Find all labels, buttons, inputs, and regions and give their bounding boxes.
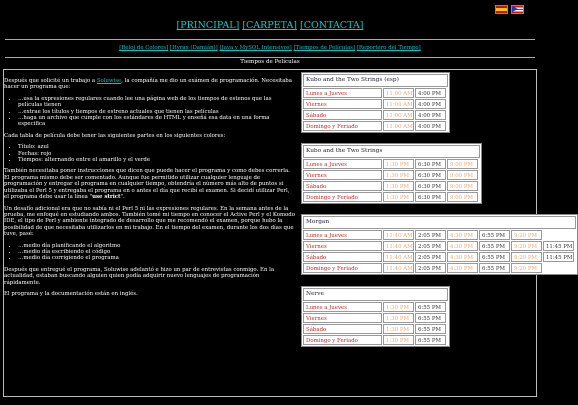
day-cell: Viernes xyxy=(303,99,382,109)
time-cell: 2:05 PM xyxy=(415,252,446,262)
time-cell: 4:30 PM xyxy=(447,230,478,240)
schedule-row xyxy=(303,110,448,120)
colors-list xyxy=(18,144,296,163)
time-cell: 1:30 PM xyxy=(383,181,414,191)
time-cell: 11:00 AM xyxy=(383,110,414,120)
nav-carpeta-link[interactable]: [CARPETA] xyxy=(242,20,298,31)
time-cell: 11:00 AM xyxy=(383,121,414,131)
movie-title: Nerve xyxy=(303,288,448,301)
movie-table xyxy=(301,143,482,204)
list-item: • …haga un archivo que cumple con los estándares de HTML y enseñá esa data en una forma especifica xyxy=(18,115,296,128)
paragraph: Después que entregué el programa, Soluwise adelantó e hizo un par de entrevistas conmigo. En la actualidad, estaban buscando alguien quien podía adquirir nuevo lenguajes de programación rápidamente. xyxy=(4,266,275,286)
schedule-row xyxy=(303,192,480,202)
day-cell: Viernes xyxy=(303,170,382,180)
time-cell: 6:30 PM xyxy=(415,170,446,180)
list-item: • …medio día escribiendo el código xyxy=(18,249,296,255)
paragraph xyxy=(4,78,296,91)
schedule-row xyxy=(303,263,576,273)
schedule-row xyxy=(303,181,480,191)
schedule-row xyxy=(303,121,448,131)
flag-english-icon[interactable] xyxy=(511,5,524,14)
list-item: • …extrae los títulos y tiempos de estreno actuales que tienen las películas xyxy=(18,109,296,115)
list-item: • Tiempos: alternando entre el amarillo y el verde xyxy=(18,157,296,163)
nav-reportero-link[interactable]: [Reportero del Tiempo] xyxy=(356,45,421,51)
time-cell: 1:30 PM xyxy=(383,335,414,345)
movie-table xyxy=(301,286,450,347)
list-item: • Fechas: rojo xyxy=(18,151,296,157)
time-cell: 11:45 PM xyxy=(543,252,574,262)
day-cell: Domingo y Feriado xyxy=(303,263,382,273)
time-cell: 6:30 PM xyxy=(415,159,446,169)
time-cell: 6:55 PM xyxy=(479,230,510,240)
schedule-row xyxy=(303,99,448,109)
schedule-row xyxy=(303,324,448,334)
nav-java-mysql-link[interactable]: [Java y MySQL Intensivos] xyxy=(219,45,292,51)
time-cell: 4:00 PM xyxy=(415,88,446,98)
day-cell: Viernes xyxy=(303,241,382,251)
time-cell: 9:00 PM xyxy=(447,159,478,169)
schedule-row xyxy=(303,252,576,262)
nav-reloj-link[interactable]: [Reloj de Colores] xyxy=(119,45,169,51)
schedule-row xyxy=(303,241,576,251)
time-cell: 9:20 PM xyxy=(511,252,542,262)
paragraph xyxy=(4,168,296,200)
movie-table xyxy=(301,72,450,133)
time-cell: 11:40 AM xyxy=(383,241,414,251)
article xyxy=(4,78,296,302)
day-cell: Lunes a Jueves xyxy=(303,302,382,312)
list-item: • …medio día corrigiendo el programa xyxy=(18,255,296,261)
time-cell: 6:55 PM xyxy=(415,302,446,312)
time-cell: 4:30 PM xyxy=(447,263,478,273)
nav-contacta-link[interactable]: [CONTACTA] xyxy=(300,20,364,31)
time-cell: 9:00 PM xyxy=(447,170,478,180)
time-cell: 6:55 PM xyxy=(479,252,510,262)
time-cell: 6:55 PM xyxy=(479,241,510,251)
day-cell: Lunes a Jueves xyxy=(303,88,382,98)
time-cell: 6:30 PM xyxy=(415,181,446,191)
text: ". xyxy=(120,194,125,201)
schedule-row xyxy=(303,159,480,169)
text: Después que solicité un trabajo a xyxy=(4,78,97,84)
time-cell: 2:05 PM xyxy=(415,263,446,273)
list-item: • …medio día planificando el algoritmo xyxy=(18,243,296,249)
day-cell: Lunes a Jueves xyxy=(303,159,382,169)
day-cell: Domingo y Feriado xyxy=(303,335,382,345)
day-cell: Sábado xyxy=(303,181,382,191)
panel-title: Tiempos de Películas xyxy=(240,59,300,65)
time-cell: 11:45 PM xyxy=(543,241,574,251)
time-cell: 6:55 PM xyxy=(415,324,446,334)
time-cell: 4:30 PM xyxy=(447,241,478,251)
time-cell: 11:00 AM xyxy=(383,99,414,109)
divider xyxy=(5,57,535,58)
schedule-row xyxy=(303,335,448,345)
list-item: • …usa la expresiones regulares cuando lee una página web de los tiempos de estenos que las películas tienen xyxy=(18,96,296,109)
divider xyxy=(5,39,535,40)
movie-title: Kubo and the Two Strings (esp) xyxy=(303,74,448,87)
time-cell: 6:55 PM xyxy=(415,313,446,323)
movie-table xyxy=(301,214,578,275)
time-cell: 9:20 PM xyxy=(511,263,542,273)
language-flags xyxy=(495,5,524,14)
time-cell: 9:20 PM xyxy=(511,241,542,251)
time-cell: 11:40 AM xyxy=(383,230,414,240)
nav-tiempos-link[interactable]: [Tiempos de Películas] xyxy=(293,45,356,51)
paragraph: Cada tabla de película debe tener las siguientes partes en los siguientes colores: xyxy=(4,132,226,139)
time-cell: 9:20 PM xyxy=(511,230,542,240)
day-cell: Lunes a Jueves xyxy=(303,230,382,240)
movie-title: Kubo and the Two Strings xyxy=(303,145,480,158)
day-cell: Domingo y Feriado xyxy=(303,121,382,131)
time-cell: 4:00 PM xyxy=(415,99,446,109)
day-cell: Viernes xyxy=(303,313,382,323)
time-cell: 11:40 AM xyxy=(383,252,414,262)
time-cell: 11:00 AM xyxy=(383,88,414,98)
time-cell: 11:40 AM xyxy=(383,263,414,273)
time-cell: 1:30 PM xyxy=(383,313,414,323)
use-strict-text: use strict xyxy=(92,194,121,201)
time-cell: 4:00 PM xyxy=(415,110,446,120)
requirements-list xyxy=(18,96,296,128)
time-cell: 9:00 PM xyxy=(447,181,478,191)
time-spent-list xyxy=(18,243,296,262)
schedule-row xyxy=(303,170,480,180)
time-cell: 4:30 PM xyxy=(447,252,478,262)
flag-spanish-icon[interactable] xyxy=(495,5,508,14)
schedule-row xyxy=(303,302,448,312)
schedule-row xyxy=(303,88,448,98)
time-cell: 1:30 PM xyxy=(383,302,414,312)
day-cell: Sábado xyxy=(303,252,382,262)
time-cell: 9:00 PM xyxy=(447,192,478,202)
day-cell: Sábado xyxy=(303,110,382,120)
day-cell: Domingo y Feriado xyxy=(303,192,382,202)
list-item: • Título: azul xyxy=(18,144,296,150)
time-cell: 1:30 PM xyxy=(383,324,414,334)
movie-title: Morgan xyxy=(303,216,576,229)
soluwise-link[interactable]: Soluwise xyxy=(96,78,122,84)
time-cell: 2:05 PM xyxy=(415,230,446,240)
time-cell: 1:30 PM xyxy=(383,159,414,169)
nav-principal-link[interactable]: [PRINCIPAL] xyxy=(176,20,240,31)
time-cell: 2:05 PM xyxy=(415,241,446,251)
text: , la compañía me dio un exámen de programación. Necesitaba hacer un programa que: xyxy=(4,78,292,91)
text: También necesitaba poner instrucciones que dicen que puede hacer el programa y como debes correrla. El programa mismo debe ser comentado. Aunque fue permitido utilizar cualquier lenguaje de programación y entregar el programa en cualquier tiempo, obtendría el número más alto de puntos si utilizaba el Perl 5 y entregaba el programa en o antes el día que recibí el examen. Si decidí utilizar Perl, el programa debe usar la línea " xyxy=(4,168,290,201)
time-cell: 1:30 PM xyxy=(383,170,414,180)
paragraph: El programa y la documentación están en inglés. xyxy=(4,290,138,297)
schedule-row xyxy=(303,313,448,323)
time-cell: 6:55 PM xyxy=(415,335,446,345)
time-cell: 6:30 PM xyxy=(415,192,446,202)
day-cell: Sábado xyxy=(303,324,382,334)
time-cell: 4:00 PM xyxy=(415,121,446,131)
main-nav xyxy=(0,20,540,31)
nav-hyrax-link[interactable]: [Hyrax (Damián)] xyxy=(169,45,218,51)
sub-nav xyxy=(0,45,540,51)
paragraph: Un desafío adicional era que no sabía ni el Perl 5 ni las expresiones regulares. En la semana antes de la prueba, me enfoqué en estudiando ambos. También tomé mi tiempo en conocer el Active Perl y el Komodo IDE, el tipo de Perl y ambiente integrado de desarrollo que me recomendó el examen, porque hubo la posibilidad de que necesitaba utilizarlos en mi trabajo. En el tiempo del examen, durante los dos días que tuve, pasé: xyxy=(4,205,296,238)
time-cell: 1:30 PM xyxy=(383,192,414,202)
schedule-row xyxy=(303,230,576,240)
time-cell: 6:55 PM xyxy=(479,263,510,273)
